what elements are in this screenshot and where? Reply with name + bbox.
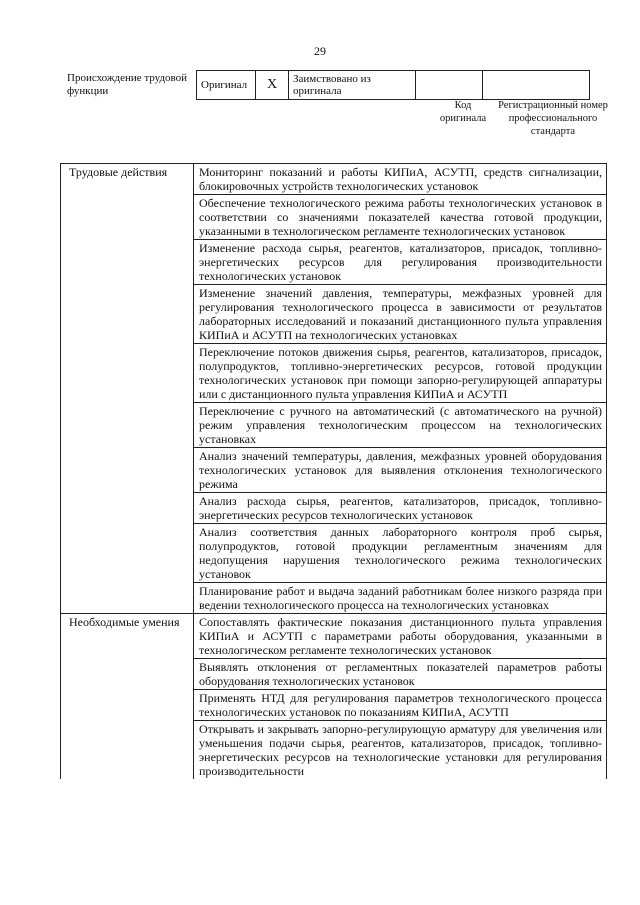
origin-table bbox=[196, 70, 590, 100]
reg-number-label: Регистрационный номер профессионального стандарта bbox=[498, 100, 608, 137]
requirements-table bbox=[60, 163, 607, 779]
table-row bbox=[61, 164, 607, 195]
list-item: Изменение расхода сырья, реагентов, катализаторов, присадок, топливно-энергетических ресурсов для регулирования производительности технологических установок bbox=[194, 240, 607, 285]
list-item: Планирование работ и выдача заданий работникам более низкого разряда при ведении технологического процесса на технологических установках bbox=[194, 583, 607, 614]
requirements-body bbox=[61, 164, 607, 780]
list-item: Изменение значений давления, температуры, межфазных уровней для регулирования технологического процесса в зависимости от результатов лабораторных исследований и показаний дистанционного пульта управления КИПиА и АСУТП на технологических установках bbox=[194, 285, 607, 344]
list-item: Переключение с ручного на автоматический (с автоматического на ручной) режим управления технологическим процессом на технологических установках bbox=[194, 403, 607, 448]
list-item: Открывать и закрывать запорно-регулирующую арматуру для увеличения или уменьшения подачи сырья, реагентов, катализаторов, присадок, топливно-энергетических ресурсов на технологические установки для регулирования производительности bbox=[194, 721, 607, 780]
list-item: Выявлять отклонения от регламентных показателей параметров работы оборудования технологических установок bbox=[194, 659, 607, 690]
section-title: Трудовые действия bbox=[61, 164, 194, 614]
list-item: Сопоставлять фактические показания дистанционного пульта управления КИПиА и АСУТП с параметрами работы оборудования, указанными в технологическом регламенте технологических установок bbox=[194, 614, 607, 659]
list-item: Переключение потоков движения сырья, реагентов, катализаторов, присадок, полупродуктов, топливно-энергетических ресурсов, готовой продукции технологических установок при помощи запорно-регулирующей аппаратуры или с дистанционного пульта управления КИПиА и АСУТП bbox=[194, 344, 607, 403]
table-row bbox=[61, 614, 607, 659]
code-label: Код оригинала bbox=[439, 100, 487, 124]
list-item: Анализ значений температуры, давления, межфазных уровней оборудования технологических установок для выявления отклонения технологического режима bbox=[194, 448, 607, 493]
list-item: Анализ соответствия данных лабораторного контроля проб сырья, полупродуктов, готовой продукции регламентным значениям для недопущения нарушения технологического режима технологических установок bbox=[194, 524, 607, 583]
code-cell bbox=[416, 71, 483, 100]
reg-number-cell bbox=[483, 71, 590, 100]
list-item: Мониторинг показаний и работы КИПиА, АСУТП, средств сигнализации, блокировочных устройств технологических установок bbox=[194, 164, 607, 195]
original-cell: Оригинал bbox=[197, 71, 256, 100]
page-number: 29 bbox=[314, 44, 326, 58]
original-mark: X bbox=[256, 71, 289, 100]
section-title: Необходимые умения bbox=[61, 614, 194, 780]
list-item: Анализ расхода сырья, реагентов, катализаторов, присадок, топливно-энергетических ресурсов технологических установок bbox=[194, 493, 607, 524]
origin-label: Происхождение трудовой функции bbox=[67, 72, 188, 97]
list-item: Применять НТД для регулирования параметров технологического процесса технологических установок по показаниям КИПиА, АСУТП bbox=[194, 690, 607, 721]
borrowed-cell: Заимствовано из оригинала bbox=[289, 71, 416, 100]
list-item: Обеспечение технологического режима работы технологических установок в соответствии со значениями показателей качества готовой продукции, указанными в технологическом регламенте технологических установок bbox=[194, 195, 607, 240]
